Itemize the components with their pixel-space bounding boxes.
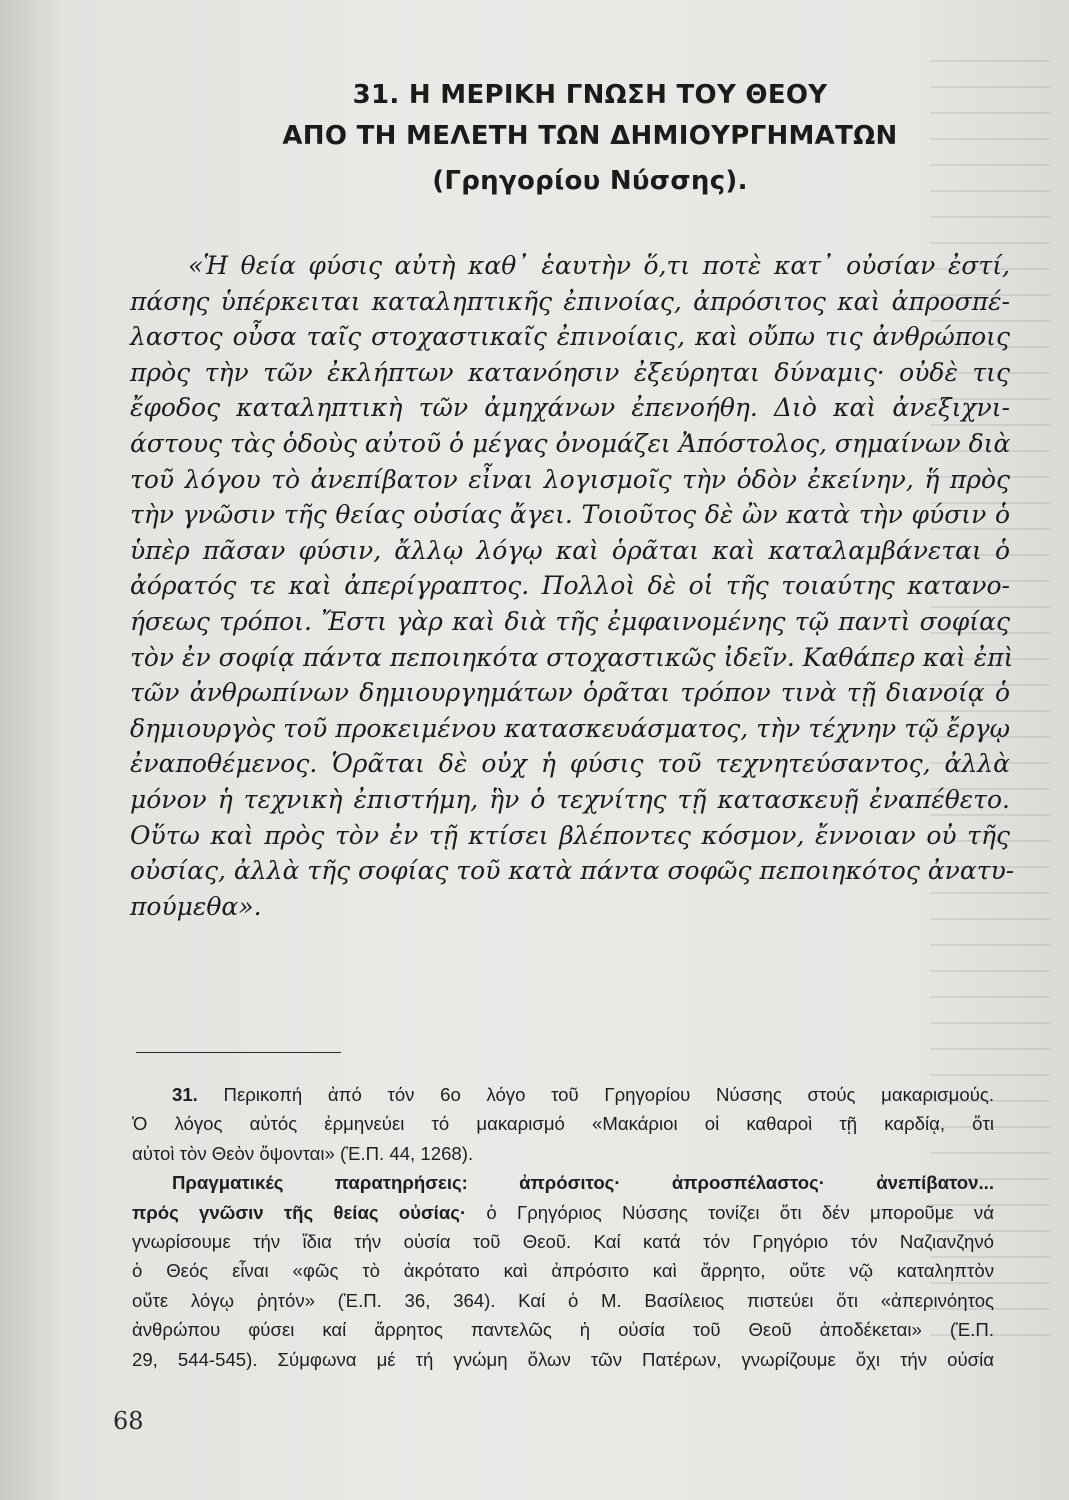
passage-line: τὸν ἐν σοφίᾳ πάντα πεποιηκότα στοχαστικῶς ἰδεῖν. Καθάπερ καὶ ἐπὶ	[130, 642, 1014, 672]
footnote-line: οὔτε λόγῳ ῥητόν» (Ἑ.Π. 36, 364). Καί ὁ Μ. Βασίλειος πιστεύει ὅτι «ἀπερινόητος	[132, 1289, 994, 1311]
footnote-line	[132, 1198, 994, 1227]
footnote-text: ὁ Γρηγόριος Νύσσης τονίζει ὅτι δέν μποροῦμε νά	[466, 1201, 994, 1223]
passage-line: μόνον ἡ τεχνικὴ ἐπιστήμη, ἣν ὁ τεχνίτης τῇ κατασκευῇ ἐναπέθετο.	[130, 784, 1010, 814]
passage-line: ήσεως τρόποι. Ἔστι γὰρ καὶ διὰ τῆς ἐμφαινομένης τῷ παντὶ σοφίας	[130, 606, 1010, 636]
footnote-line: 29, 544-545). Σύμφωνα μέ τή γνώμη ὅλων τῶν Πατέρων, γνωρίζουμε ὄχι τήν οὐσία	[132, 1348, 994, 1370]
passage-line: τὴν γνῶσιν τῆς θείας οὐσίας ἄγει. Τοιοῦτος δὲ ὢν κατὰ τὴν φύσιν ὁ	[130, 500, 1010, 530]
chapter-title-line-2: ΑΠΟ ΤΗ ΜΕΛΕΤΗ ΤΩΝ ΔΗΜΙΟΥΡΓΗΜΑΤΩΝ	[282, 121, 898, 151]
footnote-line: αὐτοὶ τὸν Θεὸν ὄψονται» (Ἑ.Π. 44, 1268).	[132, 1142, 474, 1164]
passage-line: πάσης ὑπέρκειται καταληπτικῆς ἐπινοίας, ἀπρόσιτος καὶ ἀπροσπέ-	[130, 286, 1010, 316]
quoted-passage	[130, 248, 1015, 924]
passage-line: τῶν ἀνθρωπίνων δημιουργημάτων ὁρᾶται τρόπον τινὰ τῇ διανοίᾳ ὁ	[130, 678, 1010, 708]
footnote-line: Ὁ λόγος αὐτός ἑρμηνεύει τό μακαρισμό «Μακάριοι οἱ καθαροὶ τῇ καρδίᾳ, ὅτι	[132, 1113, 994, 1135]
footnote-bold-line: Πραγματικές παρατηρήσεις: ἀπρόσιτος· ἀπροσπέλαστος· ἀνεπίβατον...	[172, 1172, 994, 1194]
footnote-divider	[136, 1052, 341, 1053]
passage-line: ὑπὲρ πᾶσαν φύσιν, ἄλλῳ λόγῳ καὶ ὁρᾶται καὶ καταλαμβάνεται ὁ	[130, 535, 1010, 565]
footnote-bold-phrase: πρός γνῶσιν τῆς θείας οὐσίας·	[132, 1201, 467, 1223]
footnote-line: ὁ Θεός εἶναι «φῶς τὸ ἀκρότατο καὶ ἀπρόσιτο καὶ ἄρρητο, οὔτε νῷ καταληπτὸν	[132, 1260, 994, 1282]
passage-line: ἐναποθέμενος. Ὁρᾶται δὲ οὐχ ἡ φύσις τοῦ τεχνητεύσαντος, ἀλλὰ	[130, 749, 1010, 779]
page-number: 68	[113, 1407, 144, 1435]
passage-line: λαστος οὖσα ταῖς στοχαστικαῖς ἐπινοίαις, καὶ οὔπω τις ἀνθρώποις	[130, 322, 1010, 352]
passage-line: άστους τὰς ὁδοὺς αὐτοῦ ὁ μέγας ὀνομάζει Ἀπόστολος, σημαίνων διὰ	[130, 428, 1011, 458]
passage-line: πρὸς τὴν τῶν ἐκλήπτων κατανόησιν ἐξεύρηται δύναμις· οὐδὲ τις	[130, 357, 1010, 387]
footnote-line: ἀνθρώπου φύσει καί ἄρρητος παντελῶς ἡ οὐσία τοῦ Θεοῦ ἀποδέκεται» (Ἑ.Π.	[132, 1319, 994, 1341]
passage-line: ἔφοδος καταληπτικὴ τῶν ἀμηχάνων ἐπενοήθη. Διὸ καὶ ἀνεξιχνι-	[130, 393, 1010, 423]
author-name: (Γρηγορίου Νύσσης).	[432, 166, 748, 196]
passage-line: δημιουργὸς τοῦ προκειμένου κατασκευάσματος, τὴν τέχνην τῷ ἔργῳ	[130, 713, 1010, 743]
footnote-number: 31.	[172, 1084, 198, 1105]
passage-line: τοῦ λόγου τὸ ἀνεπίβατον εἶναι λογισμοῖς τὴν ὁδὸν ἐκείνην, ἥ πρὸς	[130, 464, 1010, 494]
chapter-author	[200, 166, 980, 196]
passage-line: «Ἡ θεία φύσις αὐτὴ καθ᾽ ἑαυτὴν ὅ,τι ποτὲ κατ᾽ οὐσίαν ἐστί,	[188, 251, 1010, 280]
passage-line: οὐσίας, ἀλλὰ τῆς σοφίας τοῦ κατὰ πάντα σοφῶς πεποιηκότος ἀνατυ-	[130, 856, 1015, 886]
passage-line: Οὕτω καὶ πρὸς τὸν ἐν τῇ κτίσει βλέποντες κόσμον, ἔννοιαν οὐ τῆς	[130, 820, 1010, 850]
footnote-line	[132, 1080, 994, 1109]
passage-line: ἀόρατός τε καὶ ἀπερίγραπτος. Πολλοὶ δὲ οἱ τῆς τοιαύτης κατανο-	[130, 571, 1010, 601]
footnote-text: Περικοπή ἀπό τόν 6ο λόγο τοῦ Γρηγορίου Νύσσης στούς μακαρισμούς.	[223, 1084, 994, 1105]
footnote-line: γνωρίσουμε τήν ἴδια τήν οὐσία τοῦ Θεοῦ. Καί κατά τόν Γρηγόριο τόν Ναζιανζηνό	[132, 1231, 994, 1253]
passage-line: πούμεθα».	[130, 891, 262, 921]
footnote	[132, 1080, 994, 1374]
chapter-title-line-1: 31. Η ΜΕΡΙΚΗ ΓΝΩΣΗ ΤΟΥ ΘΕΟΥ	[352, 80, 828, 110]
